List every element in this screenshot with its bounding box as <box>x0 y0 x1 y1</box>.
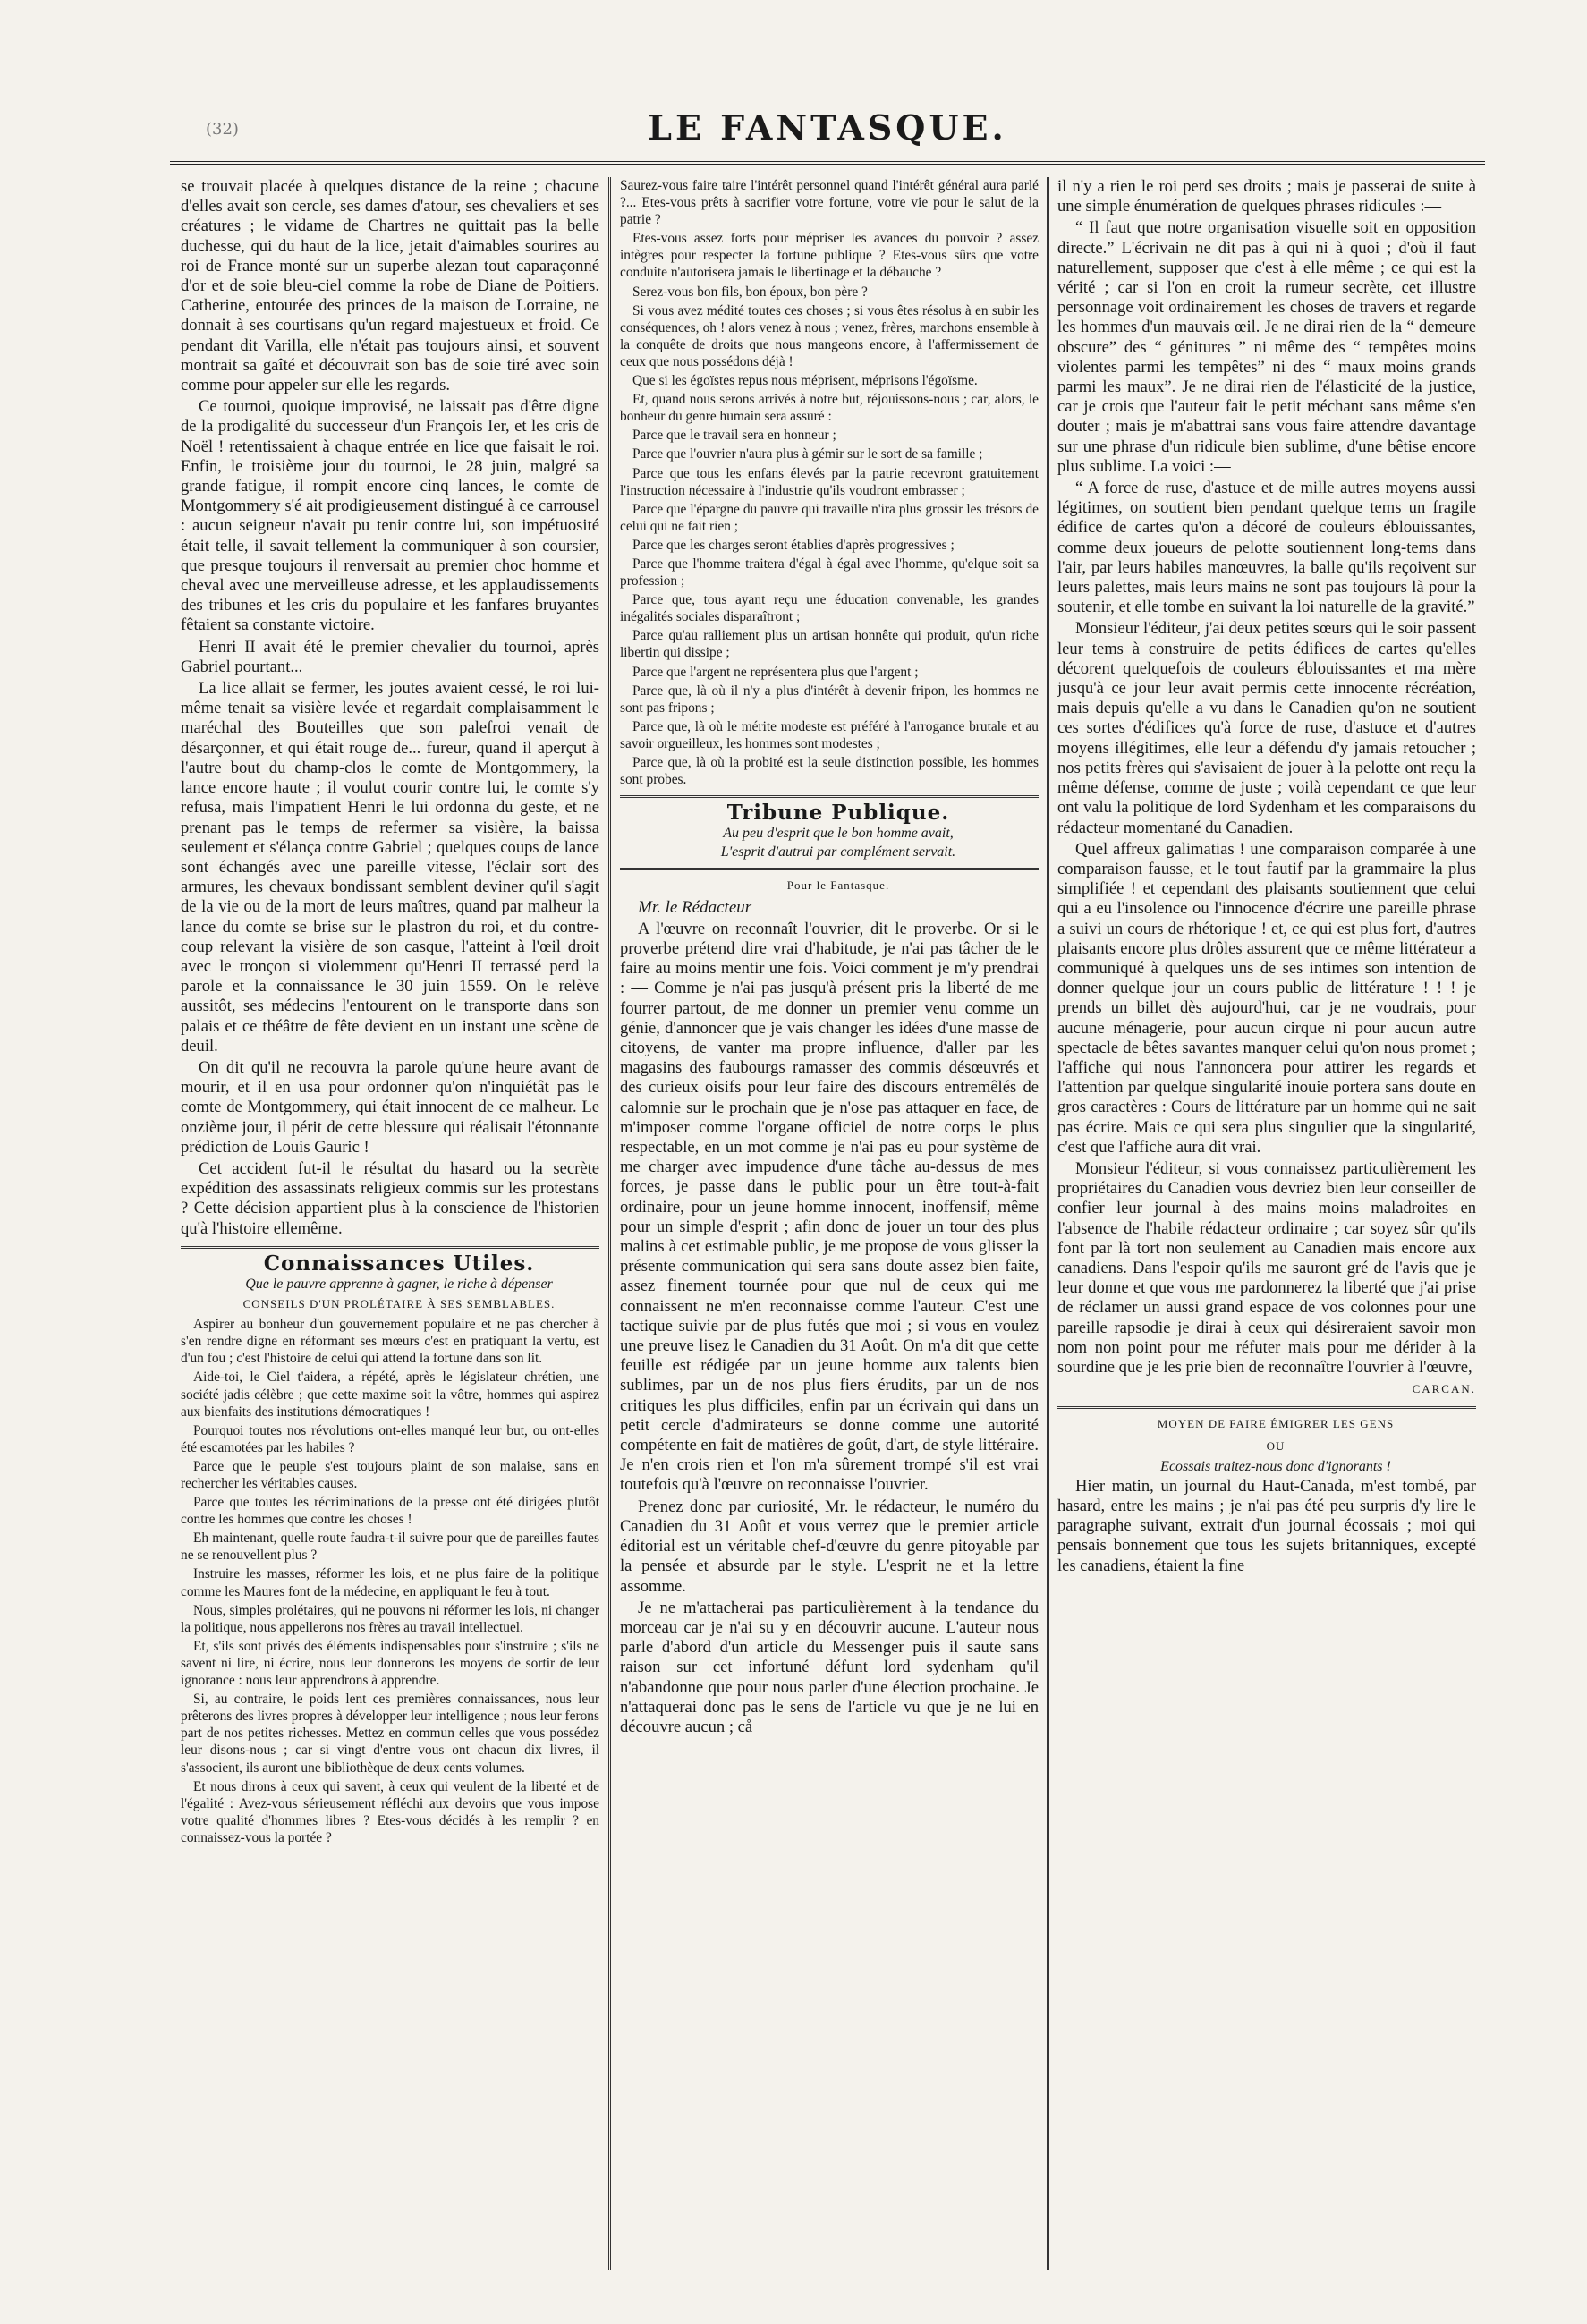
section-heading-or: OU <box>1266 1438 1286 1453</box>
article-paragraph: Parce que l'homme traitera d'égal à égal avec l'homme, qu'elque soit sa profession ; <box>620 556 1039 589</box>
section-motto-line: Au peu d'esprit que le bon homme avait, <box>723 826 954 842</box>
article-paragraph: On dit qu'il ne recouvra la parole qu'une heure avant de mourir, et il en usa pour ordonner qu'on n'inquiétât pas le comte de Montgommery, qui était innocent de ce malheur. Le onzième jour, il périt de cette blessure qui réalisait l'étonnante prédiction de Louis Gauric ! <box>181 1057 599 1157</box>
letter-heading: Pour le Fantasque. <box>786 878 890 893</box>
article-paragraph: Ce tournoi, quoique improvisé, ne laissait pas d'être digne de la prodigalité du successeur d'un François Ier, et les cris de Noël ! retentissaient à chaque entrée en lice que faisait le roi. Enfin, le troisième jour du tournoi, le 28 juin, malgré sa grande fatigue, il rompit encore cinq lances, le comte de Montgommery s'é ait prodigieusement distingué à ce carrousel : aucun seigneur n'avait pu tenir contre lui, son impétuosité était telle, il savait tellement la communiquer à son coursier, que presque toujours il renversait au premier choc homme et cheval avec une merveilleuse adresse, et les applaudissements des tribunes et les cris du populaire et les fanfares bruyantes fêtaient sa constante victoire. <box>181 397 599 635</box>
column-2 <box>620 177 1039 2270</box>
article-paragraph: Parce que l'épargne du pauvre qui travaille n'ira plus grossir les trésors de celui qui ne fait rien ; <box>620 501 1039 534</box>
article-paragraph: Quel affreux galimatias ! une comparaison comparée à une comparaison fausse, et le tout fautif par la grammaire la plus simplifiée ! et cependant des plaisants soutiennent que celui qui a eu l'insolence ou l'innocence d'écrire une pareille phrase a suivi un cours de rhétorique ! et, ce qui est plus fort, d'autres plaisants encore plus drôles assurent que ce même littérateur a communiqué à quelques uns de ses intimes son intention de donner quelque jour un cours public de littérature ! ! ! je prends un billet dès aujourd'hui, car je ne voudrais, pour aucune ménagerie, pour aucun cirque ni pour aucun autre spectacle de bêtes savantes manquer celui qu'on nous promet ; l'affiche qui nous l'annoncera pour attirer les regards et l'attention par quelque singularité inouie portera sans doute en gros caractères : Cours de littérature par un homme qui ne sait pas écrire. Mais ce qui sera plus singulier que la singularité, c'est que l'affiche aura dit vrai. <box>1057 839 1476 1157</box>
article-paragraph: Je ne m'attacherai pas particulièrement à la tendance du morceau car je n'ai su y en découvrir aucune. L'auteur nous parle d'abord d'un article du Messenger puis il saute sans raison sur cet infortuné défunt lord sydenham qu'il n'abandonne que pour nous parler d'une élection prochaine. Je n'attaquerai donc pas le sens de l'article vu que je ne lui en découvre aucun ; cå <box>620 1598 1039 1736</box>
article-paragraph: “ A force de ruse, d'astuce et de mille autres moyens aussi légitimes, on soutient bien pendant quelque tems un fragile édifice de cartes qu'on a décoré de couleurs éblouissantes, comme deux joueurs de pelotte soutiennent long-tems dans l'air, par leurs habiles manœuvres, la balle qu'ils reçoivent sur leurs palettes, mais leurs mains ne sont pas toujours là pour la soutenir, et elle tombe en suivant la loi naturelle de la gravité.” <box>1057 479 1476 617</box>
article-paragraph: Si, au contraire, le poids lent ces premières connaissances, nous leur prêterons des livres propres à développer leur intelligence ; nous leur ferons part de nos petites richesses. Mettez en commun celles que vous possédez leur disons-nous ; car si vingt d'entre vous ont chacun dix livres, il s'associent, ils auront une bibliothèque de deux cents volumes. <box>181 1692 599 1776</box>
conseils-continued <box>620 177 1039 788</box>
article-paragraph: Parce que toutes les récriminations de la presse ont été dirigées plutôt contre les hommes que contre les choses ! <box>181 1495 599 1528</box>
column-3 <box>1057 177 1476 2270</box>
article-paragraph: Que si les égoïstes repus nous méprisent, méprisons l'égoïsme. <box>632 373 978 389</box>
column-divider <box>608 177 611 2270</box>
letter-signature: CARCAN. <box>1412 1382 1476 1396</box>
article-paragraph: Aide-toi, le Ciel t'aidera, a répété, après le législateur chrétien, une société jadis célèbre ; que cette maxime soit la vôtre, hommes qui aspirez aux bienfaits des institutions démocratiques ! <box>181 1370 599 1420</box>
article-paragraph: Parce que l'argent ne représentera plus que l'argent ; <box>632 664 919 680</box>
conseils-text <box>181 1316 599 1846</box>
section-title: Connaissances Utiles. <box>263 1251 535 1276</box>
article-paragraph: Parce que l'ouvrier n'aura plus à gémir sur le sort de sa famille ; <box>632 446 983 462</box>
article-paragraph: Prenez donc par curiosité, Mr. le rédacteur, le numéro du Canadien du 31 Août et vous verrez que le premier article éditorial est un véritable chef-d'œuvre du genre pitoyable par la pensée et absurde par le style. L'esprit ne et la lettre assomme. <box>620 1497 1039 1596</box>
article-paragraph: Eh maintenant, quelle route faudra-t-il suivre pour que de pareilles fautes ne se renouvellent plus ? <box>181 1531 599 1564</box>
letter-salutation: Mr. le Rédacteur <box>638 897 752 917</box>
article-paragraph: Instruire les masses, réformer les lois, et ne plus faire de la politique comme les Maures font de la médecine, en appliquant le feu à tout. <box>181 1566 599 1599</box>
article-paragraph: Cet accident fut-il le résultat du hasard ou la secrète expédition des assassinats religieux commis sur les protestans ? Cette décision appartient plus à la conscience de l'historien qu'à l'histoire ellemême. <box>181 1158 599 1238</box>
article-paragraph: La lice allait se fermer, les joutes avaient cessé, le roi lui-même tenait sa visière levée et regardait complaisamment le maréchal des Bouteilles que son palefroi venait de désarçonner, et qui était rouge de... fureur, quand il aperçut à l'autre bout du champ-clos le comte de Montgommery, la lance encore haute ; il voulut courir contre lui, le comte s'y refusa, mais l'impatient Henri le lui ordonna du geste, et ne prenant pas le temps de refermer sa visière, la baissa seulement et s'élança contre Gabriel ; quelques coups de lance sont échangés avec une pareille vitesse, l'éclair sort des armures, les chevaux bondissant semblent deviner qu'il s'agit de la vie ou de la mort de leurs maîtres, quand par malheur la lance du comte se brise sur le plastron du roi, et du contre-coup relevant la visière de son casque, l'atteint à l'œil droit avec le tronçon si violemment qu'Henri II terrassé perd la parole et la connaissance le 30 juin 1559. On le relève aussitôt, ses médecins l'entourent on le transporte dans son palais et ce théâtre de fête devient en un instant une scène de deuil. <box>181 679 599 1056</box>
article-paragraph: A l'œuvre on reconnaît l'ouvrier, dit le proverbe. Or si le proverbe prétend dire vrai d'habitude, je n'ai pas tâcher de le faire au moins mentir une fois. Voici comment je m'y prendrai : — Comme je n'ai pas jusqu'à présent pris la liberté de me fourrer partout, de me donner un premier venu comme un génie, d'annoncer que je vais changer les idées d'une masse de citoyens, de vanter ma propre influence, d'aller par les magasins des faubourgs ramasser des commis désœuvrés et des curieux oisifs pour leur faire des discours entremêlés de calomnie sur le prochain que je n'ose pas attaquer en face, de m'imposer comme l'organe officiel de notre corps le plus respectable, en un mot comme je n'ai pas eu pour système de me charger avec impudence d'une tâche au-dessus de mes forces, je passe dans le public pour un être tout-à-fait ordinaire, pour un jeune homme innocent, inoffensif, même pour un simple d'esprit ; afin donc de jouer un tour des plus malins à cet estimable public, je me propose de vous glisser la présente communication qui sera sans doute assez bien faite, assez finement tournée pour que nul de ceux qui me connaissent ne m'en reconnaisse comme l'auteur. C'est une tactique suivie par de plus futés que moi ; si vous en voulez une preuve lisez le Canadien du 31 Août. On m'a dit que cette feuille est rédigée par un jeune homme aux talents bien sublimes, par un de nos plus fiers érudits, par un de nos critiques les plus difficiles, enfin par un écrivain qui dans un petit cercle d'admirateurs se donne comme une autorité compétente en fait de matières de goût, d'art, de style littéraire. Je n'en crois rien et l'on m'a sûrement trompé s'il est vrai toutefois qu'à l'œuvre on reconnaisse l'ouvrier. <box>620 919 1039 1495</box>
article-paragraph: Parce que, là où il n'y a plus d'intérêt à devenir fripon, les hommes ne sont pas fripons ; <box>620 683 1039 716</box>
article-paragraph: Et, quand nous serons arrivés à notre but, réjouissons-nous ; car, alors, le bonheur du genre humain sera assuré : <box>620 392 1039 425</box>
article-paragraph: Henri II avait été le premier chevalier du tournoi, après Gabriel pourtant... <box>181 637 599 676</box>
article-paragraph: Etes-vous assez forts pour mépriser les avances du pouvoir ? assez intègres pour respecter la fortune publique ? Etes-vous sûrs que votre conduite n'autorisera jamais le libertinage et la débauche ? <box>620 231 1039 281</box>
section-divider <box>181 1246 599 1249</box>
article-paragraph: Monsieur l'éditeur, si vous connaissez particulièrement les propriétaires du Canadien vous devriez bien leur conseiller de confier leur journal à des mains moins maladroites en l'absence de l'habile rédacteur ordinaire ; car soyez sûr qu'ils font par là tort non seulement au Canadien mais encore aux canadiens. Dans l'espoir qu'ils me sauront gré de l'avis que je leur donne et que vous me pardonnerez la liberté que j'ai prise de réclamer un aussi grand espace de vos colonnes pour une pareille rapsodie je dirai à ceux qui désireraient savoir mon nom non point pour me réfuter mais pour me dérider à la sourdine que je les prie bien de reconnaître l'ouvrier à l'œuvre, <box>1057 1158 1476 1377</box>
section-heading: CONSEILS D'UN PROLÉTAIRE À SES SEMBLABLES. <box>242 1296 556 1310</box>
article-paragraph: Parce que tous les enfans élevés par la patrie recevront gratuitement l'instruction nécessaire à l'industrie qu'ils voudront embrasser ; <box>620 465 1039 498</box>
article-paragraph: Si vous avez médité toutes ces choses ; si vous êtes résolus à en subir les conséquences, oh ! alors venez à nous ; venez, frères, marchons ensemble à la conquête de droits que nous mangeons encore, à l'affermissement de ceux que nous possédons déjà ! <box>620 302 1039 369</box>
newspaper-title: LE FANTASQUE. <box>648 107 1007 148</box>
section-divider <box>1057 1406 1476 1409</box>
section-subtitle: Ecossais traitez-nous donc d'ignorants ! <box>1160 1458 1391 1474</box>
article-paragraph: Pourquoi toutes nos révolutions ont-elles manqué leur but, ou ont-elles été escamotées par les habiles ? <box>181 1422 599 1455</box>
article-paragraph: Parce que, tous ayant reçu une éducation convenable, les grandes inégalités sociales disparaîtront ; <box>620 592 1039 625</box>
section-motto: Que le pauvre apprenne à gagner, le riche à dépenser <box>245 1276 553 1292</box>
article-paragraph: Parce que le peuple s'est toujours plaint de son malaise, sans en rechercher les véritables causes. <box>181 1458 599 1492</box>
section-divider <box>620 868 1039 870</box>
page-number: (32) <box>206 120 239 139</box>
masthead-rule <box>170 161 1485 165</box>
section-title: Tribune Publique. <box>726 801 950 826</box>
article-paragraph: “ Il faut que notre organisation visuelle soit en opposition directe.” L'écrivain ne dit pas à qui ni à quoi ; d'où il faut naturellement, supposer que c'est à elle même ; ce qui est la vérité ; car si l'on en croit la rumeur secrète, cet illustre personnage voit ordinairement les choses de travers et regarde les hommes d'un mauvais œil. Je ne dirai rien de la “ demeure obscure” des “ génitures ” ni même des “ tempêtes moins violentes parmi les tempêtes” ni des “ maux moins grands parmi les maux”. Je ne dirai rien de l'élasticité de la justice, car je crois que l'auteur fait le petit méchant sans même s'en douter ; mais je m'abattrai sans vous faire attendre davantage sur une phrase d'un ridicule bien sublime, d'une bêtise encore plus sublime. La voici :— <box>1057 218 1476 476</box>
article-paragraph: Nous, simples prolétaires, qui ne pouvons ni réformer les lois, ni changer la politique, nous appellerons nos frères au travail intellectuel. <box>181 1602 599 1635</box>
article-paragraph: Parce que, là où le mérite modeste est préféré à l'arrogance brutale et au savoir orgueilleux, les hommes sont modestes ; <box>620 718 1039 751</box>
column-divider <box>1047 177 1049 2270</box>
article-paragraph: Et nous dirons à ceux qui savent, à ceux qui veulent de la liberté et de l'égalité : Avez-vous sérieusement réfléchi aux devoirs que vous impose votre qualité d'hommes libres ? Etes-vous décidés à les remplir ? en connaissez-vous la portée ? <box>181 1778 599 1845</box>
article-paragraph: Monsieur l'éditeur, j'ai deux petites sœurs qui le soir passent leur tems à construire de petits édifices de cartes qu'elles décorent quelquefois de couleurs éblouissantes et ma mère jusqu'à ce jour leur avait permis cette innocente récréation, mais depuis qu'elle a vu dans le Canadien qu'on ne soutient ces sortes d'édifices qu'à force de ruse, d'astuce et d'autres moyens illégitimes, elle leur a défendu d'y jamais retoucher ; nos petits frères qui s'avisaient de jouer à la pelotte ont reçu la même défense, comme de juste ; voilà cependant ce que leur ont valu la politique de lord Sydenham et les comparaisons du rédacteur momentané du Canadien. <box>1057 619 1476 837</box>
article-paragraph: Saurez-vous faire taire l'intérêt personnel quand l'intérêt général aura parlé ?... Etes-vous prêts à sacrifier votre fortune, votre vie pour le salut de la patrie ? <box>620 178 1039 228</box>
newspaper-page <box>170 98 1485 2281</box>
article-paragraph: Serez-vous bon fils, bon époux, bon père ? <box>632 284 868 300</box>
article-paragraph: Aspirer au bonheur d'un gouvernement populaire et ne pas chercher à s'en rendre digne en réformant ses mœurs c'est en pratiquant la vertu, est d'un fou ; c'est l'histoire de celui qui attend la fortune dans son lit. <box>181 1317 599 1367</box>
article-paragraph: se trouvait placée à quelques distance de la reine ; chacune d'elles avait son cercle, ses dames d'atour, ses chevaliers et ses créatures ; le vidame de Chartres ne quittait pas la belle duchesse, qui du haut de la lice, jetait d'aimables sourires au roi de France monté sur un superbe alezan tout caparaçonné d'or et de soie bleu-ciel comme la robe de Diane de Poitiers. Catherine, entourée des princes de la maison de Lorraine, ne donnait à ses courtisans qu'un regard majestueux et froid. Ce pendant dit Varilla, elle n'était pas toujours ainsi, et souvent montrait sa gaîté et découvrait son bas de soie tiré avec soin comme pour appeler sur elle les regards. <box>181 177 599 395</box>
article-paragraph: Parce qu'au ralliement plus un artisan honnête qui produit, qu'un riche libertin qui dissipe ; <box>620 628 1039 661</box>
section-divider <box>620 795 1039 798</box>
article-paragraph: il n'y a rien le roi perd ses droits ; mais je passerai de suite à une simple énumération de quelques phrases ridicules :— <box>1057 177 1476 216</box>
article-paragraph: Parce que, là où la probité est la seule distinction possible, les hommes sont probes. <box>620 755 1039 788</box>
section-motto-line: L'esprit d'autrui par complément servait. <box>720 844 956 861</box>
column-1 <box>181 177 599 2270</box>
article-paragraph: Parce que les charges seront établies d'après progressives ; <box>632 537 955 553</box>
article-paragraph: Hier matin, un journal du Haut-Canada, m'est tombé, par hasard, entre les mains ; je n'ai pas été peu surpris d'y lire le paragraphe suivant, extrait d'un journal écossais ; moi qui pensais bonnement que tous les sujets britanniques, excepté les canadiens, étaient la fine <box>1057 1476 1476 1575</box>
section-heading: MOYEN DE FAIRE ÉMIGRER LES GENS <box>1157 1417 1395 1431</box>
article-paragraph: Parce que le travail sera en honneur ; <box>632 428 836 444</box>
masthead <box>170 107 1485 161</box>
article-paragraph: Et, s'ils sont privés des éléments indispensables pour s'instruire ; s'ils ne savent ni lire, ni écrire, nous leur donnerons les moyens de sortir de leur ignorance : nous leur apprendrons à apprendre. <box>181 1638 599 1689</box>
